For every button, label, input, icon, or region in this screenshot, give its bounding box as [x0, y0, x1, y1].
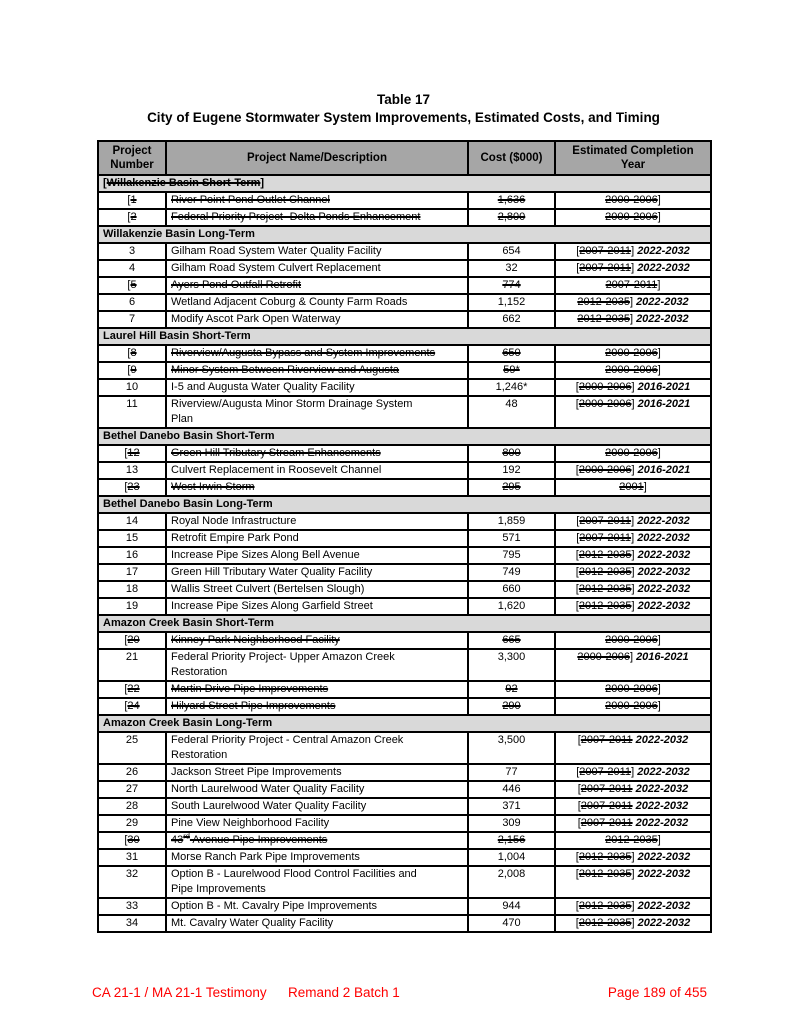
header-row	[98, 141, 711, 175]
cost-cell: 192	[468, 462, 555, 479]
project-number-cell: [8	[98, 345, 166, 362]
deleted-text: 2000-2006	[577, 651, 630, 663]
project-name-cell: Green Hill Tributary Water Quality Facility	[166, 564, 468, 581]
project-number-cell: [22	[98, 681, 166, 698]
deleted-text: 650	[502, 347, 521, 359]
deleted-text: 2,800	[497, 211, 526, 223]
column-header-3: Estimated Completion Year	[555, 141, 711, 175]
year-cell: 2000-2006]	[555, 345, 711, 362]
project-row	[98, 513, 711, 530]
section-row	[98, 175, 711, 192]
deleted-text: 2012-2035	[578, 583, 632, 595]
projects-table	[97, 140, 712, 933]
year-cell: 2012-2035]	[555, 832, 711, 849]
cost-cell: 77	[468, 764, 555, 781]
added-text: 2022-2032	[635, 734, 689, 746]
project-name-cell: Royal Node Infrastructure	[166, 513, 468, 530]
deleted-text: 2012-2035	[578, 868, 632, 880]
deleted-text: 2012-2035	[578, 900, 632, 912]
year-cell: [2007-2011 2022-2032	[555, 781, 711, 798]
year-cell: [2007-2011] 2022-2032	[555, 530, 711, 547]
added-text: 2022-2032	[637, 245, 690, 257]
section-row	[98, 496, 711, 513]
deleted-text: Ayers Pond Outfall Retrofit	[171, 279, 302, 291]
project-number-cell: [1	[98, 192, 166, 209]
deleted-text: 2012-2035	[578, 851, 632, 863]
table-number-title: Table 17	[376, 92, 431, 107]
added-text: 2022-2032	[636, 313, 689, 325]
cost-cell: 654	[468, 243, 555, 260]
project-row	[98, 849, 711, 866]
project-name-cell	[166, 209, 468, 226]
deleted-text: 665	[502, 634, 521, 646]
project-row	[98, 243, 711, 260]
cost-cell	[468, 192, 555, 209]
deleted-text: 2012-2035	[577, 296, 630, 308]
project-row	[98, 396, 711, 428]
project-row	[98, 764, 711, 781]
cost-cell: 1,152	[468, 294, 555, 311]
project-name-cell: Wetland Adjacent Coburg & County Farm Roads	[166, 294, 468, 311]
year-cell: [2012-2035] 2022-2032	[555, 564, 711, 581]
project-number-cell: 6	[98, 294, 166, 311]
cost-cell	[468, 345, 555, 362]
cost-cell: 2,008	[468, 866, 555, 898]
year-cell: [2012-2035] 2022-2032	[555, 915, 711, 932]
added-text: 2022-2032	[637, 600, 691, 612]
cost-cell: 371	[468, 798, 555, 815]
cost-cell: 3,500	[468, 732, 555, 764]
project-row	[98, 698, 711, 715]
project-number-cell: 19	[98, 598, 166, 615]
added-text: 2022-2032	[637, 851, 691, 863]
year-cell: [2007-2011] 2022-2032	[555, 764, 711, 781]
project-number-cell: 27	[98, 781, 166, 798]
deleted-text: 295	[502, 481, 521, 493]
project-name-cell: Increase Pipe Sizes Along Garfield Street	[166, 598, 468, 615]
year-cell: [2007-2011] 2022-2032	[555, 260, 711, 277]
year-cell: 2012-2035] 2022-2032	[555, 294, 711, 311]
project-row	[98, 462, 711, 479]
project-row	[98, 798, 711, 815]
project-number-cell: 32	[98, 866, 166, 898]
project-number-cell: [24	[98, 698, 166, 715]
deleted-text: 2000-2006	[605, 683, 658, 695]
deleted-text: Willakenzie Basin Short-Term	[106, 177, 261, 189]
project-name-cell: Federal Priority Project - Central Amazon Creek Restoration	[166, 732, 468, 764]
project-row	[98, 379, 711, 396]
deleted-text: Federal Priority Project- Delta Ponds Enhancement	[171, 211, 421, 223]
project-row	[98, 815, 711, 832]
project-number-cell: 31	[98, 849, 166, 866]
cost-cell	[468, 277, 555, 294]
section-label: Willakenzie Basin Long-Term	[98, 226, 711, 243]
project-row	[98, 311, 711, 328]
project-row	[98, 294, 711, 311]
cost-cell: 944	[468, 898, 555, 915]
added-text: 2022-2032	[637, 766, 690, 778]
added-text: 2022-2032	[637, 917, 691, 929]
deleted-text: 30	[127, 834, 140, 846]
deleted-text: 22	[127, 683, 140, 695]
footer-case-label: CA 21-1 / MA 21-1 Testimony	[92, 985, 267, 1000]
cost-cell: 32	[468, 260, 555, 277]
deleted-text: 2000-2006	[578, 398, 632, 410]
project-name-cell: Gilham Road System Water Quality Facility	[166, 243, 468, 260]
deleted-text: 2007-2011	[580, 817, 633, 829]
cost-cell	[468, 445, 555, 462]
added-text: 2022-2032	[637, 549, 691, 561]
deleted-text: 2000-2006	[605, 194, 658, 206]
cost-cell: 1,004	[468, 849, 555, 866]
deleted-text: 1	[130, 194, 137, 206]
added-text: 2022-2032	[637, 262, 690, 274]
year-cell: 2000-2006]	[555, 445, 711, 462]
deleted-text: 2000-2006	[605, 447, 658, 459]
added-text: 2022-2032	[635, 817, 689, 829]
year-cell: 2000-2006]	[555, 632, 711, 649]
year-cell: [2007-2011 2022-2032	[555, 732, 711, 764]
year-cell: 2001]	[555, 479, 711, 496]
project-name-cell: Option B - Laurelwood Flood Control Facilities and Pipe Improvements	[166, 866, 468, 898]
project-name-cell: Wallis Street Culvert (Bertelsen Slough)	[166, 581, 468, 598]
deleted-text: 20	[127, 634, 140, 646]
project-name-cell: Riverview/Augusta Minor Storm Drainage System Plan	[166, 396, 468, 428]
deleted-text: 92	[505, 683, 518, 695]
added-text: 2022-2032	[637, 566, 691, 578]
added-text: 2016-2021	[637, 464, 691, 476]
deleted-text: 8	[130, 347, 137, 359]
project-number-cell: 14	[98, 513, 166, 530]
project-row	[98, 277, 711, 294]
table-body	[98, 175, 711, 932]
project-name-cell: Morse Ranch Park Pipe Improvements	[166, 849, 468, 866]
deleted-text: 2,156	[497, 834, 526, 846]
project-name-cell: Jackson Street Pipe Improvements	[166, 764, 468, 781]
project-number-cell: 25	[98, 732, 166, 764]
page-footer	[0, 984, 800, 1004]
deleted-text: 43rd Avenue Pipe Improvements	[171, 832, 328, 846]
project-number-cell: [20	[98, 632, 166, 649]
year-cell: 2007-2011]	[555, 277, 711, 294]
project-number-cell: [12	[98, 445, 166, 462]
cost-cell: 749	[468, 564, 555, 581]
project-name-cell: I-5 and Augusta Water Quality Facility	[166, 379, 468, 396]
project-name-cell: Option B - Mt. Cavalry Pipe Improvements	[166, 898, 468, 915]
year-cell: 2000-2006]	[555, 698, 711, 715]
project-name-cell: Mt. Cavalry Water Quality Facility	[166, 915, 468, 932]
project-number-cell: [2	[98, 209, 166, 226]
year-cell: [2012-2035] 2022-2032	[555, 547, 711, 564]
project-number-cell: 21	[98, 649, 166, 681]
deleted-text: 774	[502, 279, 521, 291]
added-text: 2022-2032	[637, 532, 690, 544]
cost-cell: 1,620	[468, 598, 555, 615]
section-label: Amazon Creek Basin Short-Term	[98, 615, 711, 632]
added-text: 2016-2021	[637, 398, 691, 410]
section-row	[98, 328, 711, 345]
deleted-text: 2000-2006	[578, 381, 632, 393]
project-number-cell: [5	[98, 277, 166, 294]
added-text: 2022-2032	[637, 900, 691, 912]
year-cell: [2007-2011 2022-2032	[555, 815, 711, 832]
year-cell: 2000-2006] 2016-2021	[555, 649, 711, 681]
year-cell: [2012-2035] 2022-2032	[555, 598, 711, 615]
project-name-cell: Culvert Replacement in Roosevelt Channel	[166, 462, 468, 479]
table-title-block	[97, 91, 710, 127]
cost-cell	[468, 632, 555, 649]
cost-cell: 662	[468, 311, 555, 328]
year-cell: [2012-2035] 2022-2032	[555, 849, 711, 866]
year-cell: [2000-2006] 2016-2021	[555, 396, 711, 428]
year-cell: [2000-2006] 2016-2021	[555, 462, 711, 479]
project-row	[98, 915, 711, 932]
deleted-text: 2012-2035	[577, 313, 630, 325]
project-row	[98, 564, 711, 581]
deleted-text: Green Hill Tributary Stream Enhancements	[171, 447, 381, 459]
year-cell: [2000-2006] 2016-2021	[555, 379, 711, 396]
project-name-cell: Modify Ascot Park Open Waterway	[166, 311, 468, 328]
project-row	[98, 781, 711, 798]
year-cell: [2012-2035] 2022-2032	[555, 866, 711, 898]
deleted-text: Kinney Park Neighborhood Facility	[171, 634, 340, 646]
deleted-text: River Point Pond Outlet Channel	[171, 194, 330, 206]
cost-cell	[468, 209, 555, 226]
project-row	[98, 732, 711, 764]
deleted-text: 2007-2011	[579, 262, 632, 274]
deleted-text: 59*	[503, 364, 520, 376]
project-name-cell	[166, 698, 468, 715]
project-row	[98, 362, 711, 379]
deleted-text: 2000-2006	[578, 464, 632, 476]
column-header-0: Project Number	[98, 141, 166, 175]
project-number-cell: [23	[98, 479, 166, 496]
deleted-text: 2	[130, 211, 137, 223]
project-name-cell: North Laurelwood Water Quality Facility	[166, 781, 468, 798]
project-name-cell	[166, 277, 468, 294]
added-text: 2022-2032	[637, 868, 691, 880]
deleted-text: 2007-2011	[579, 245, 632, 257]
cost-cell: 470	[468, 915, 555, 932]
project-row	[98, 598, 711, 615]
project-name-cell	[166, 345, 468, 362]
section-label: Amazon Creek Basin Long-Term	[98, 715, 711, 732]
deleted-text: Minor System Between Riverview and Augusta	[171, 364, 400, 376]
column-header-1: Project Name/Description	[166, 141, 468, 175]
project-number-cell: 7	[98, 311, 166, 328]
cost-cell: 1,246*	[468, 379, 555, 396]
project-name-cell: Increase Pipe Sizes Along Bell Avenue	[166, 547, 468, 564]
deleted-text: Martin Drive Pipe Improvements	[171, 683, 329, 695]
deleted-text: 2012-2035	[578, 917, 632, 929]
project-name-cell	[166, 681, 468, 698]
deleted-text: 2007-2011	[580, 800, 633, 812]
project-name-cell: Retrofit Empire Park Pond	[166, 530, 468, 547]
project-row	[98, 260, 711, 277]
column-header-2: Cost ($000)	[468, 141, 555, 175]
cost-cell	[468, 362, 555, 379]
deleted-text: 12	[127, 447, 140, 459]
deleted-text: 2012-2035	[605, 834, 658, 846]
cost-cell: 660	[468, 581, 555, 598]
deleted-text: Hilyard Street Pipe Improvements	[171, 700, 336, 712]
deleted-text: 2000-2006	[605, 634, 658, 646]
deleted-text: 2007-2011	[579, 532, 632, 544]
deleted-text: 2000-2006	[605, 211, 658, 223]
deleted-text: 800	[502, 447, 521, 459]
cost-cell: 48	[468, 396, 555, 428]
added-text: 2022-2032	[636, 296, 689, 308]
project-row	[98, 345, 711, 362]
project-number-cell: [9	[98, 362, 166, 379]
project-name-cell	[166, 445, 468, 462]
section-label: Bethel Danebo Basin Long-Term	[98, 496, 711, 513]
project-row	[98, 649, 711, 681]
project-name-cell	[166, 479, 468, 496]
project-name-cell: Pine View Neighborhood Facility	[166, 815, 468, 832]
project-name-cell: South Laurelwood Water Quality Facility	[166, 798, 468, 815]
deleted-text: Riverview/Augusta Bypass and System Improvements	[171, 347, 436, 359]
year-cell: [2012-2035] 2022-2032	[555, 581, 711, 598]
year-cell: [2007-2011] 2022-2032	[555, 243, 711, 260]
project-number-cell: 28	[98, 798, 166, 815]
project-number-cell: 11	[98, 396, 166, 428]
project-number-cell: 34	[98, 915, 166, 932]
year-cell: [2012-2035] 2022-2032	[555, 898, 711, 915]
project-row	[98, 632, 711, 649]
deleted-text: 2000-2006	[605, 347, 658, 359]
project-row	[98, 445, 711, 462]
deleted-text: 1,636	[497, 194, 526, 206]
added-text: 2016-2021	[636, 651, 689, 663]
section-label: Bethel Danebo Basin Short-Term	[98, 428, 711, 445]
cost-cell	[468, 681, 555, 698]
added-text: 2016-2021	[637, 381, 691, 393]
deleted-text: 2001	[619, 481, 644, 493]
deleted-text: 2007-2011	[605, 279, 658, 291]
project-row	[98, 192, 711, 209]
deleted-text: 23	[127, 481, 140, 493]
project-number-cell: 17	[98, 564, 166, 581]
cost-cell: 571	[468, 530, 555, 547]
section-label: Laurel Hill Basin Short-Term	[98, 328, 711, 345]
footer-batch-label: Remand 2 Batch 1	[288, 985, 400, 1000]
year-cell: 2000-2006]	[555, 362, 711, 379]
added-text: 2022-2032	[635, 800, 689, 812]
project-number-cell: 16	[98, 547, 166, 564]
cost-cell: 1,859	[468, 513, 555, 530]
added-text: 2022-2032	[635, 783, 689, 795]
deleted-text: 24	[127, 700, 140, 712]
cost-cell	[468, 698, 555, 715]
project-row	[98, 866, 711, 898]
deleted-text: 5	[130, 279, 137, 291]
project-name-cell	[166, 632, 468, 649]
year-cell: 2000-2006]	[555, 681, 711, 698]
section-row	[98, 428, 711, 445]
project-number-cell: 29	[98, 815, 166, 832]
deleted-text: 2012-2035	[578, 566, 632, 578]
project-number-cell: 3	[98, 243, 166, 260]
year-cell: [2007-2011 2022-2032	[555, 798, 711, 815]
table-subtitle: City of Eugene Stormwater System Improvements, Estimated Costs, and Timing	[147, 110, 660, 125]
project-row	[98, 832, 711, 849]
project-row	[98, 530, 711, 547]
project-row	[98, 681, 711, 698]
footer-page-number: Page 189 of 455	[607, 985, 707, 1000]
section-row	[98, 715, 711, 732]
section-row	[98, 615, 711, 632]
year-cell: 2000-2006]	[555, 192, 711, 209]
project-name-cell: Gilham Road System Culvert Replacement	[166, 260, 468, 277]
section-row	[98, 226, 711, 243]
added-text: 2022-2032	[637, 583, 691, 595]
project-row	[98, 547, 711, 564]
project-number-cell: 10	[98, 379, 166, 396]
cost-cell: 446	[468, 781, 555, 798]
year-cell: [2007-2011] 2022-2032	[555, 513, 711, 530]
year-cell: 2000-2006]	[555, 209, 711, 226]
deleted-text: 2000-2006	[605, 364, 658, 376]
deleted-text: 9	[130, 364, 137, 376]
project-name-cell: Federal Priority Project- Upper Amazon Creek Restoration	[166, 649, 468, 681]
section-label: [Willakenzie Basin Short-Term]	[98, 175, 711, 192]
deleted-text: 2000-2006	[605, 700, 658, 712]
project-row	[98, 898, 711, 915]
deleted-text: 2012-2035	[578, 600, 632, 612]
deleted-text: 2007-2011	[579, 766, 632, 778]
project-number-cell: 26	[98, 764, 166, 781]
ordinal-suffix: rd	[183, 832, 190, 841]
deleted-text: 2007-2011	[580, 783, 633, 795]
added-text: 2022-2032	[637, 515, 690, 527]
deleted-text: West Irwin Storm	[171, 481, 255, 493]
deleted-text: 290	[502, 700, 521, 712]
project-number-cell: 4	[98, 260, 166, 277]
project-number-cell: [30	[98, 832, 166, 849]
cost-cell	[468, 479, 555, 496]
project-row	[98, 479, 711, 496]
project-name-cell	[166, 832, 468, 849]
project-number-cell: 18	[98, 581, 166, 598]
deleted-text: 2007-2011	[579, 515, 632, 527]
cost-cell: 309	[468, 815, 555, 832]
deleted-text: 2012-2035	[578, 549, 632, 561]
project-number-cell: 15	[98, 530, 166, 547]
project-row	[98, 581, 711, 598]
deleted-text: 2007-2011	[580, 734, 633, 746]
project-name-cell	[166, 362, 468, 379]
project-row	[98, 209, 711, 226]
year-cell: 2012-2035] 2022-2032	[555, 311, 711, 328]
cost-cell	[468, 832, 555, 849]
cost-cell: 795	[468, 547, 555, 564]
project-name-cell	[166, 192, 468, 209]
project-number-cell: 13	[98, 462, 166, 479]
project-number-cell: 33	[98, 898, 166, 915]
cost-cell: 3,300	[468, 649, 555, 681]
